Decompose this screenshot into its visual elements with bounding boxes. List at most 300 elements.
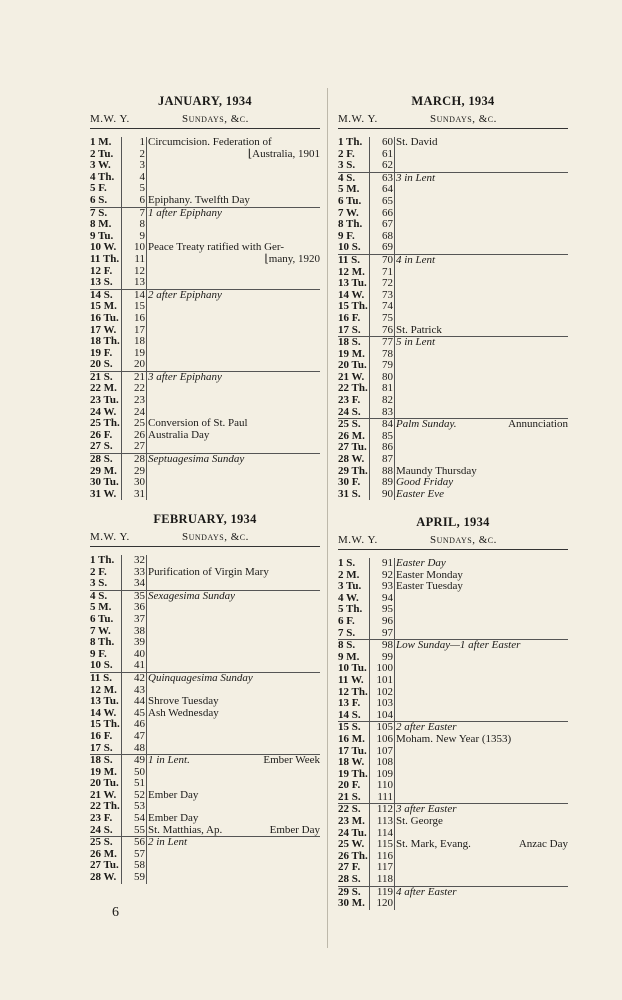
column-rule bbox=[394, 337, 395, 418]
year-day: 70 bbox=[382, 253, 393, 266]
day-row bbox=[338, 698, 568, 710]
day-label: 16 F. bbox=[338, 311, 361, 324]
day-row bbox=[90, 860, 320, 872]
week-block bbox=[338, 558, 568, 639]
column-rule bbox=[121, 755, 122, 836]
event-text: 1 after Epiphany bbox=[148, 206, 222, 219]
year-day: 100 bbox=[376, 662, 393, 675]
day-label: 12 M. bbox=[338, 265, 365, 278]
column-rule bbox=[369, 558, 370, 639]
day-row bbox=[90, 301, 320, 313]
year-day: 95 bbox=[382, 603, 393, 616]
column-rule bbox=[394, 804, 395, 885]
week-block bbox=[338, 418, 568, 500]
day-label: 4 S. bbox=[338, 171, 356, 184]
event-text: 2 after Epiphany bbox=[148, 288, 222, 301]
header-sundays: Sundays, &c. bbox=[182, 531, 249, 543]
day-label: 30 M. bbox=[338, 897, 365, 910]
year-day: 104 bbox=[376, 708, 393, 721]
day-label: 2 M. bbox=[338, 568, 360, 581]
day-label: 26 M. bbox=[90, 847, 117, 860]
year-day: 90 bbox=[382, 487, 393, 500]
event-text: 1 in Lent. bbox=[148, 754, 190, 767]
column-rule bbox=[146, 137, 147, 207]
day-label: 23 M. bbox=[338, 815, 365, 828]
column-rule bbox=[146, 555, 147, 590]
year-day: 107 bbox=[376, 744, 393, 757]
day-row bbox=[90, 614, 320, 626]
month-title: MARCH, 1934 bbox=[411, 94, 495, 108]
year-day: 1 bbox=[139, 136, 145, 148]
day-row bbox=[338, 687, 568, 699]
event-text: Septuagesima Sunday bbox=[148, 453, 245, 466]
column-rule bbox=[369, 640, 370, 721]
month-april bbox=[338, 513, 568, 910]
event-text: 3 after Epiphany bbox=[148, 370, 222, 383]
day-row bbox=[90, 743, 320, 755]
year-day: 44 bbox=[134, 695, 145, 708]
year-day: 50 bbox=[134, 765, 145, 778]
day-label: 29 Th. bbox=[338, 464, 368, 477]
day-row bbox=[338, 372, 568, 384]
year-day: 81 bbox=[382, 382, 393, 395]
event-text: Maundy Thursday bbox=[396, 464, 477, 477]
column-rule bbox=[369, 804, 370, 885]
event-text: St. Matthias, Ap. bbox=[148, 823, 223, 836]
event-text: Low Sunday—1 after Easter bbox=[396, 639, 521, 652]
week-block bbox=[90, 590, 320, 672]
day-label: 16 M. bbox=[338, 732, 365, 745]
year-day: 19 bbox=[134, 346, 145, 359]
day-label: 17 S. bbox=[90, 741, 113, 754]
year-day: 116 bbox=[376, 849, 393, 862]
day-label: 29 S. bbox=[338, 885, 361, 898]
day-row bbox=[90, 649, 320, 661]
day-row bbox=[90, 477, 320, 489]
day-row bbox=[338, 290, 568, 302]
day-row bbox=[338, 395, 568, 407]
year-day: 5 bbox=[139, 182, 145, 195]
day-label: 13 F. bbox=[338, 697, 361, 710]
column-rule bbox=[121, 137, 122, 207]
day-label: 16 Tu. bbox=[90, 311, 119, 324]
day-label: 24 S. bbox=[90, 823, 113, 836]
header-sundays: Sundays, &c. bbox=[430, 534, 497, 546]
event-text: Shrove Tuesday bbox=[148, 695, 219, 708]
year-day: 69 bbox=[382, 241, 393, 254]
week-block bbox=[338, 721, 568, 803]
day-label: 13 S. bbox=[90, 276, 113, 289]
day-row bbox=[338, 804, 568, 816]
column-rule bbox=[369, 337, 370, 418]
year-day: 45 bbox=[134, 706, 145, 719]
year-day: 99 bbox=[382, 650, 393, 663]
year-day: 20 bbox=[134, 358, 145, 371]
column-rule bbox=[146, 755, 147, 836]
year-day: 23 bbox=[134, 394, 145, 407]
column-rule bbox=[369, 173, 370, 254]
column-rule bbox=[394, 558, 395, 639]
day-label: 6 F. bbox=[338, 614, 355, 627]
year-day: 22 bbox=[134, 382, 145, 395]
year-day: 64 bbox=[382, 183, 393, 196]
year-day: 58 bbox=[134, 859, 145, 872]
day-row bbox=[338, 208, 568, 220]
day-row bbox=[90, 813, 320, 825]
day-label: 19 M. bbox=[338, 347, 365, 360]
day-label: 7 W. bbox=[90, 624, 111, 637]
day-row bbox=[90, 696, 320, 708]
day-row bbox=[90, 567, 320, 579]
day-label: 2 Tu. bbox=[90, 147, 114, 160]
day-label: 7 W. bbox=[338, 206, 359, 219]
event-note: Annunciation bbox=[508, 418, 568, 431]
day-label: 13 Tu. bbox=[90, 695, 119, 708]
day-label: 4 W. bbox=[338, 591, 359, 604]
day-row bbox=[90, 383, 320, 395]
day-row bbox=[90, 778, 320, 790]
header-sundays: Sundays, &c. bbox=[430, 113, 497, 125]
day-label: 14 W. bbox=[90, 706, 117, 719]
day-row bbox=[90, 731, 320, 743]
day-row bbox=[338, 558, 568, 570]
year-day: 4 bbox=[139, 170, 145, 183]
day-row bbox=[90, 149, 320, 161]
day-label: 20 F. bbox=[338, 779, 361, 792]
week-block bbox=[338, 639, 568, 721]
day-row bbox=[90, 372, 320, 384]
day-label: 25 W. bbox=[338, 838, 365, 851]
day-row bbox=[90, 825, 320, 837]
year-day: 11 bbox=[134, 252, 145, 265]
month-march bbox=[338, 92, 568, 500]
week-block bbox=[90, 672, 320, 754]
year-day: 48 bbox=[134, 741, 145, 754]
year-day: 87 bbox=[382, 453, 393, 466]
year-day: 113 bbox=[376, 815, 393, 828]
day-label: 21 W. bbox=[90, 788, 117, 801]
day-label: 21 S. bbox=[90, 370, 113, 383]
column-rule bbox=[394, 887, 395, 910]
weeks-list bbox=[338, 550, 568, 910]
day-label: 4 Th. bbox=[90, 170, 115, 183]
year-day: 51 bbox=[134, 777, 145, 790]
event-text: Ember Day bbox=[148, 812, 199, 825]
day-row bbox=[90, 325, 320, 337]
day-row bbox=[338, 278, 568, 290]
day-row bbox=[338, 746, 568, 758]
day-row bbox=[338, 337, 568, 349]
year-day: 96 bbox=[382, 614, 393, 627]
day-label: 9 F. bbox=[90, 647, 107, 660]
year-day: 68 bbox=[382, 229, 393, 242]
week-block bbox=[338, 886, 568, 910]
day-row bbox=[338, 652, 568, 664]
day-row bbox=[90, 254, 320, 266]
day-row bbox=[338, 360, 568, 372]
week-block bbox=[90, 555, 320, 590]
event-text: Purification of Virgin Mary bbox=[148, 565, 269, 578]
day-row bbox=[90, 359, 320, 371]
day-row bbox=[90, 172, 320, 184]
day-label: 6 S. bbox=[90, 193, 108, 206]
event-text: 2 in Lent bbox=[148, 836, 188, 849]
year-day: 34 bbox=[134, 577, 145, 590]
event-text: Palm Sunday. bbox=[396, 418, 457, 431]
day-label: 15 M. bbox=[90, 300, 117, 313]
year-day: 14 bbox=[134, 288, 145, 301]
year-day: 119 bbox=[376, 885, 393, 898]
day-label: 12 Th. bbox=[338, 685, 368, 698]
day-label: 1 S. bbox=[338, 557, 356, 569]
day-label: 22 M. bbox=[90, 382, 117, 395]
day-row bbox=[90, 348, 320, 360]
day-label: 20 S. bbox=[90, 358, 113, 371]
day-row bbox=[90, 673, 320, 685]
day-row bbox=[90, 591, 320, 603]
year-day: 92 bbox=[382, 568, 393, 581]
day-label: 18 S. bbox=[90, 754, 113, 767]
day-row bbox=[338, 442, 568, 454]
day-row bbox=[90, 602, 320, 614]
day-row bbox=[338, 887, 568, 899]
weeks-list bbox=[90, 129, 320, 500]
year-day: 40 bbox=[134, 647, 145, 660]
year-day: 52 bbox=[134, 788, 145, 801]
day-row bbox=[338, 675, 568, 687]
event-text: Easter Eve bbox=[396, 487, 444, 500]
week-block bbox=[338, 172, 568, 254]
year-day: 28 bbox=[134, 453, 145, 466]
day-label: 11 S. bbox=[90, 671, 113, 684]
day-row bbox=[338, 477, 568, 489]
day-row bbox=[338, 734, 568, 746]
day-label: 5 F. bbox=[90, 182, 107, 195]
year-day: 102 bbox=[376, 685, 393, 698]
event-text: Sexagesima Sunday bbox=[148, 589, 236, 602]
year-day: 74 bbox=[382, 300, 393, 313]
day-label: 11 W. bbox=[338, 673, 364, 686]
day-label: 1 Th. bbox=[90, 554, 115, 566]
week-block bbox=[338, 336, 568, 418]
column-rule bbox=[369, 419, 370, 500]
day-row bbox=[90, 160, 320, 172]
day-row bbox=[338, 149, 568, 161]
day-label: 31 S. bbox=[338, 487, 361, 500]
day-label: 1 Th. bbox=[338, 136, 363, 148]
year-day: 26 bbox=[134, 428, 145, 441]
year-day: 75 bbox=[382, 311, 393, 324]
day-label: 2 F. bbox=[90, 565, 107, 578]
day-label: 27 Tu. bbox=[90, 859, 119, 872]
column-header bbox=[338, 531, 568, 550]
column-rule bbox=[146, 290, 147, 371]
week-block bbox=[90, 289, 320, 371]
day-row bbox=[90, 578, 320, 590]
day-label: 28 W. bbox=[338, 453, 365, 466]
event-text: Conversion of St. Paul bbox=[148, 417, 248, 430]
year-day: 47 bbox=[134, 729, 145, 742]
event-text: Ember Day bbox=[148, 788, 199, 801]
year-day: 3 bbox=[139, 159, 145, 172]
day-row bbox=[338, 874, 568, 886]
day-label: 2 F. bbox=[338, 147, 355, 160]
year-day: 16 bbox=[134, 311, 145, 324]
day-row bbox=[338, 173, 568, 185]
day-row bbox=[338, 757, 568, 769]
event-text: 5 in Lent bbox=[396, 336, 436, 349]
year-day: 117 bbox=[376, 861, 393, 874]
day-row bbox=[338, 219, 568, 231]
day-label: 17 W. bbox=[90, 323, 117, 336]
day-row bbox=[338, 780, 568, 792]
day-row bbox=[338, 581, 568, 593]
event-text: Epiphany. Twelfth Day bbox=[148, 193, 250, 206]
day-label: 23 F. bbox=[90, 812, 113, 825]
year-day: 105 bbox=[376, 721, 393, 734]
day-label: 4 S. bbox=[90, 589, 108, 602]
day-row bbox=[90, 395, 320, 407]
column-divider bbox=[327, 88, 328, 948]
year-day: 43 bbox=[134, 683, 145, 696]
day-label: 10 S. bbox=[90, 659, 113, 672]
event-text: 3 in Lent bbox=[396, 171, 436, 184]
event-text: 4 in Lent bbox=[396, 253, 436, 266]
day-row bbox=[338, 616, 568, 628]
year-day: 76 bbox=[382, 323, 393, 336]
day-label: 13 Tu. bbox=[338, 277, 367, 290]
day-row bbox=[338, 710, 568, 722]
day-row bbox=[338, 489, 568, 501]
year-day: 54 bbox=[134, 812, 145, 825]
header-sundays: Sundays, &c. bbox=[182, 113, 249, 125]
year-day: 6 bbox=[139, 193, 145, 206]
column-rule bbox=[121, 208, 122, 289]
column-rule bbox=[121, 290, 122, 371]
year-day: 9 bbox=[139, 229, 145, 242]
event-text: Easter Day bbox=[396, 557, 446, 569]
year-day: 61 bbox=[382, 147, 393, 160]
header-mwy: M.W. Y. bbox=[338, 534, 378, 546]
year-day: 33 bbox=[134, 565, 145, 578]
day-row bbox=[338, 663, 568, 675]
column-rule bbox=[121, 837, 122, 883]
month-title: FEBRUARY, 1934 bbox=[153, 512, 257, 526]
year-day: 29 bbox=[134, 464, 145, 477]
year-day: 71 bbox=[382, 265, 393, 278]
year-day: 101 bbox=[376, 673, 393, 686]
day-row bbox=[90, 719, 320, 731]
day-label: 29 M. bbox=[90, 464, 117, 477]
day-row bbox=[90, 313, 320, 325]
year-day: 13 bbox=[134, 276, 145, 289]
day-label: 27 Tu. bbox=[338, 441, 367, 454]
day-label: 12 F. bbox=[90, 264, 113, 277]
day-label: 28 S. bbox=[338, 873, 361, 886]
day-label: 14 W. bbox=[338, 288, 365, 301]
year-day: 32 bbox=[134, 554, 145, 566]
year-day: 77 bbox=[382, 336, 393, 349]
column-rule bbox=[394, 255, 395, 336]
year-day: 106 bbox=[376, 732, 393, 745]
year-day: 38 bbox=[134, 624, 145, 637]
column-rule bbox=[369, 137, 370, 172]
day-row bbox=[90, 489, 320, 501]
day-label: 25 Th. bbox=[90, 417, 120, 430]
year-day: 66 bbox=[382, 206, 393, 219]
year-day: 89 bbox=[382, 476, 393, 489]
day-row bbox=[90, 555, 320, 567]
year-day: 7 bbox=[139, 206, 145, 219]
day-label: 18 S. bbox=[338, 336, 361, 349]
day-row bbox=[338, 466, 568, 478]
day-row bbox=[90, 849, 320, 861]
year-day: 97 bbox=[382, 626, 393, 639]
column-rule bbox=[121, 555, 122, 590]
event-text: Good Friday bbox=[396, 476, 454, 489]
year-day: 111 bbox=[377, 790, 393, 803]
year-day: 65 bbox=[382, 194, 393, 207]
day-label: 19 Th. bbox=[338, 767, 368, 780]
year-day: 79 bbox=[382, 359, 393, 372]
column-header bbox=[90, 528, 320, 547]
column-rule bbox=[369, 722, 370, 803]
day-label: 8 Th. bbox=[90, 636, 115, 649]
header-mwy: M.W. Y. bbox=[90, 531, 130, 543]
day-row bbox=[90, 430, 320, 442]
year-day: 88 bbox=[382, 464, 393, 477]
day-row bbox=[338, 862, 568, 874]
year-day: 112 bbox=[376, 803, 393, 816]
week-block bbox=[338, 137, 568, 172]
year-day: 18 bbox=[134, 335, 145, 348]
year-day: 24 bbox=[134, 405, 145, 418]
day-label: 5 M. bbox=[90, 601, 112, 614]
day-label: 19 F. bbox=[90, 346, 113, 359]
day-row bbox=[90, 466, 320, 478]
column-rule bbox=[394, 722, 395, 803]
column-rule bbox=[121, 591, 122, 672]
header-mwy: M.W. Y. bbox=[90, 113, 130, 125]
column-rule bbox=[146, 837, 147, 883]
day-row bbox=[338, 137, 568, 149]
day-label: 24 W. bbox=[90, 405, 117, 418]
year-day: 72 bbox=[382, 277, 393, 290]
week-block bbox=[90, 137, 320, 207]
column-rule bbox=[394, 173, 395, 254]
day-label: 31 W. bbox=[90, 487, 117, 500]
year-day: 86 bbox=[382, 441, 393, 454]
day-row bbox=[338, 301, 568, 313]
day-row bbox=[90, 454, 320, 466]
year-day: 21 bbox=[134, 370, 145, 383]
day-label: 10 S. bbox=[338, 241, 361, 254]
event-text: 4 after Easter bbox=[396, 885, 457, 898]
event-note: ⌊many, 1920 bbox=[264, 252, 320, 265]
week-block bbox=[338, 803, 568, 885]
year-day: 118 bbox=[376, 873, 393, 886]
event-text: St. David bbox=[396, 136, 438, 148]
day-label: 27 S. bbox=[90, 440, 113, 453]
day-row bbox=[338, 454, 568, 466]
week-block bbox=[338, 254, 568, 336]
year-day: 53 bbox=[134, 800, 145, 813]
day-row bbox=[338, 792, 568, 804]
week-block bbox=[90, 754, 320, 836]
year-day: 110 bbox=[376, 779, 393, 792]
day-label: 8 Th. bbox=[338, 218, 363, 231]
day-row bbox=[338, 267, 568, 279]
